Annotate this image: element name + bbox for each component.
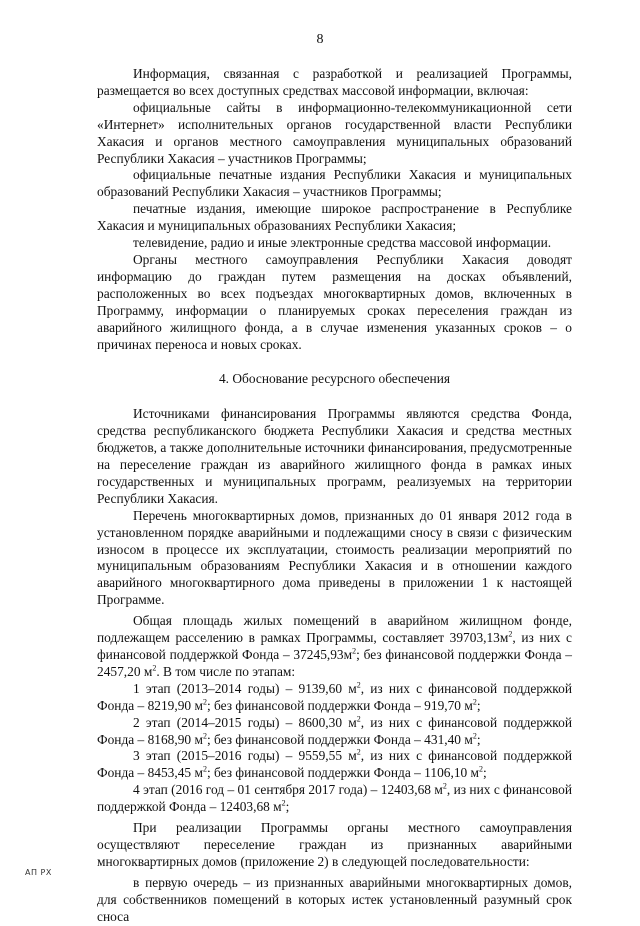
superscript: 2 [472,697,477,707]
list-item-print-media: печатные издания, имеющие широкое распространение в Республике Хакасия и муниципальных образованиях Республики Хакасия; [97,201,572,234]
paragraph-first-priority: в первую очередь – из признанных аварийными многоквартирных домов, для собственников помещений в которых истек установленный разумный срок сноса [97,874,572,924]
superscript: 2 [202,731,207,741]
superscript: 2 [356,680,361,690]
text-segment: 1 этап (2013–2014 годы) – 9139,60 м [133,680,357,696]
text-segment: , из них с финансовой поддержкой Фонда – 12403,68 м [97,782,573,815]
text-segment: ; без финансовой поддержки Фонда – 2457,20 м [97,647,573,679]
text-segment: , из них с финансовой поддержкой Фонда – 8168,90 м [97,714,572,747]
paragraph-building-list: Перечень многоквартирных домов, признанных до 01 января 2012 года в установленном порядке аварийными и подлежащими сносу в связи с физическим износом в процессе их эксплуатации, стоимость реализации мероприятий по муниципальным образованиям Республики Хакасия и в отношении каждого аварийного многоквартирного дома приведены в приложении 1 к настоящей Программе. [97,507,572,608]
text-segment: , из них с финансовой поддержкой Фонда – 37245,93м [97,630,572,662]
text-segment: 3 этап (2015–2016 годы) – 9559,55 м [133,748,357,764]
list-item-official-print: официальные печатные издания Республики Хакасия и муниципальных образований Республики Хакасия – участников Программы; [97,167,572,200]
text-segment: ; [285,799,290,815]
paragraph-info-dissemination: Информация, связанная с разработкой и реализацией Программы, размещается во всех доступных средствах массовой информации, включая: [97,66,572,98]
paragraph-funding-sources: Источниками финансирования Программы являются средства Фонда, средства республиканского бюджета Республики Хакасия и средства местных бюджетов, а также дополнительные источники финансирования, предусмотренные на переселение граждан из аварийного жилищного фонда в рамках иных государственных и муниципальных программ, реализуемых на территории Республики Хакасия. [97,406,572,506]
document-body [97,66,572,926]
superscript: 2 [202,697,207,707]
text-segment: ; [476,731,481,747]
superscript: 2 [479,764,484,774]
text-segment: Общая площадь жилых помещений в аварийном жилищном фонде, подлежащем расселению в рамках Программы, составляет 39703,13м [97,613,572,646]
superscript: 2 [281,798,286,808]
text-segment: , из них с финансовой поддержкой Фонда – 8453,45 м [97,748,572,781]
text-segment: 2 этап (2014–2015 годы) – 8600,30 м [133,714,357,730]
superscript: 2 [152,663,157,673]
text-segment: ; без финансовой поддержки Фонда – 1106,10 м [206,765,480,781]
paragraph-stage-2 [97,715,572,749]
paragraph-stage-4 [97,782,572,816]
list-item-tv-radio: телевидение, радио и иные электронные средства массовой информации. [133,235,552,251]
superscript: 2 [202,764,207,774]
superscript: 2 [442,781,447,791]
text-segment: . В том числе по этапам: [156,663,296,679]
superscript: 2 [472,731,477,741]
paragraph-total-area [97,613,572,681]
paragraph-stage-1 [97,681,572,715]
paragraph-stage-3 [97,748,572,782]
text-segment: 4 этап (2016 год – 01 сентября 2017 года) – 12403,68 м [133,782,443,798]
list-item-official-sites: официальные сайты в информационно-телекоммуникационной сети «Интернет» исполнительных органов государственной власти Республики Хакасия и органов местного самоуправления муниципальных образований Республики Хакасия – участников Программы; [97,99,572,166]
superscript: 2 [356,714,361,724]
footer-code: АП РХ [25,868,52,877]
superscript: 2 [356,747,361,757]
text-segment: , из них с финансовой поддержкой Фонда – 8219,90 м [97,680,572,713]
superscript: 2 [508,629,513,639]
page-number: 8 [316,32,324,47]
text-segment: ; без финансовой поддержки Фонда – 431,40 м [206,731,473,747]
section-heading: 4. Обоснование ресурсного обеспечения [218,371,451,387]
paragraph-local-authorities: Органы местного самоуправления Республики Хакасия доводят информацию до граждан путем размещения на досках объявлений, расположенных во всех подъездах многоквартирных домов, включенных в Программу, информации о планируемых сроках переселения граждан из аварийного жилищного фонда, а в случае изменения указанных сроков – о причинах переноса и новых сроках. [97,251,572,352]
superscript: 2 [352,646,357,656]
text-segment: ; без финансовой поддержки Фонда – 919,70 м [206,697,473,713]
text-segment: ; [483,765,487,781]
text-segment: ; [476,697,481,713]
paragraph-resettlement-order: При реализации Программы органы местного самоуправления осуществляют переселение граждан из признанных аварийными многоквартирных домов (приложение 2) в следующей последовательности: [97,820,572,869]
